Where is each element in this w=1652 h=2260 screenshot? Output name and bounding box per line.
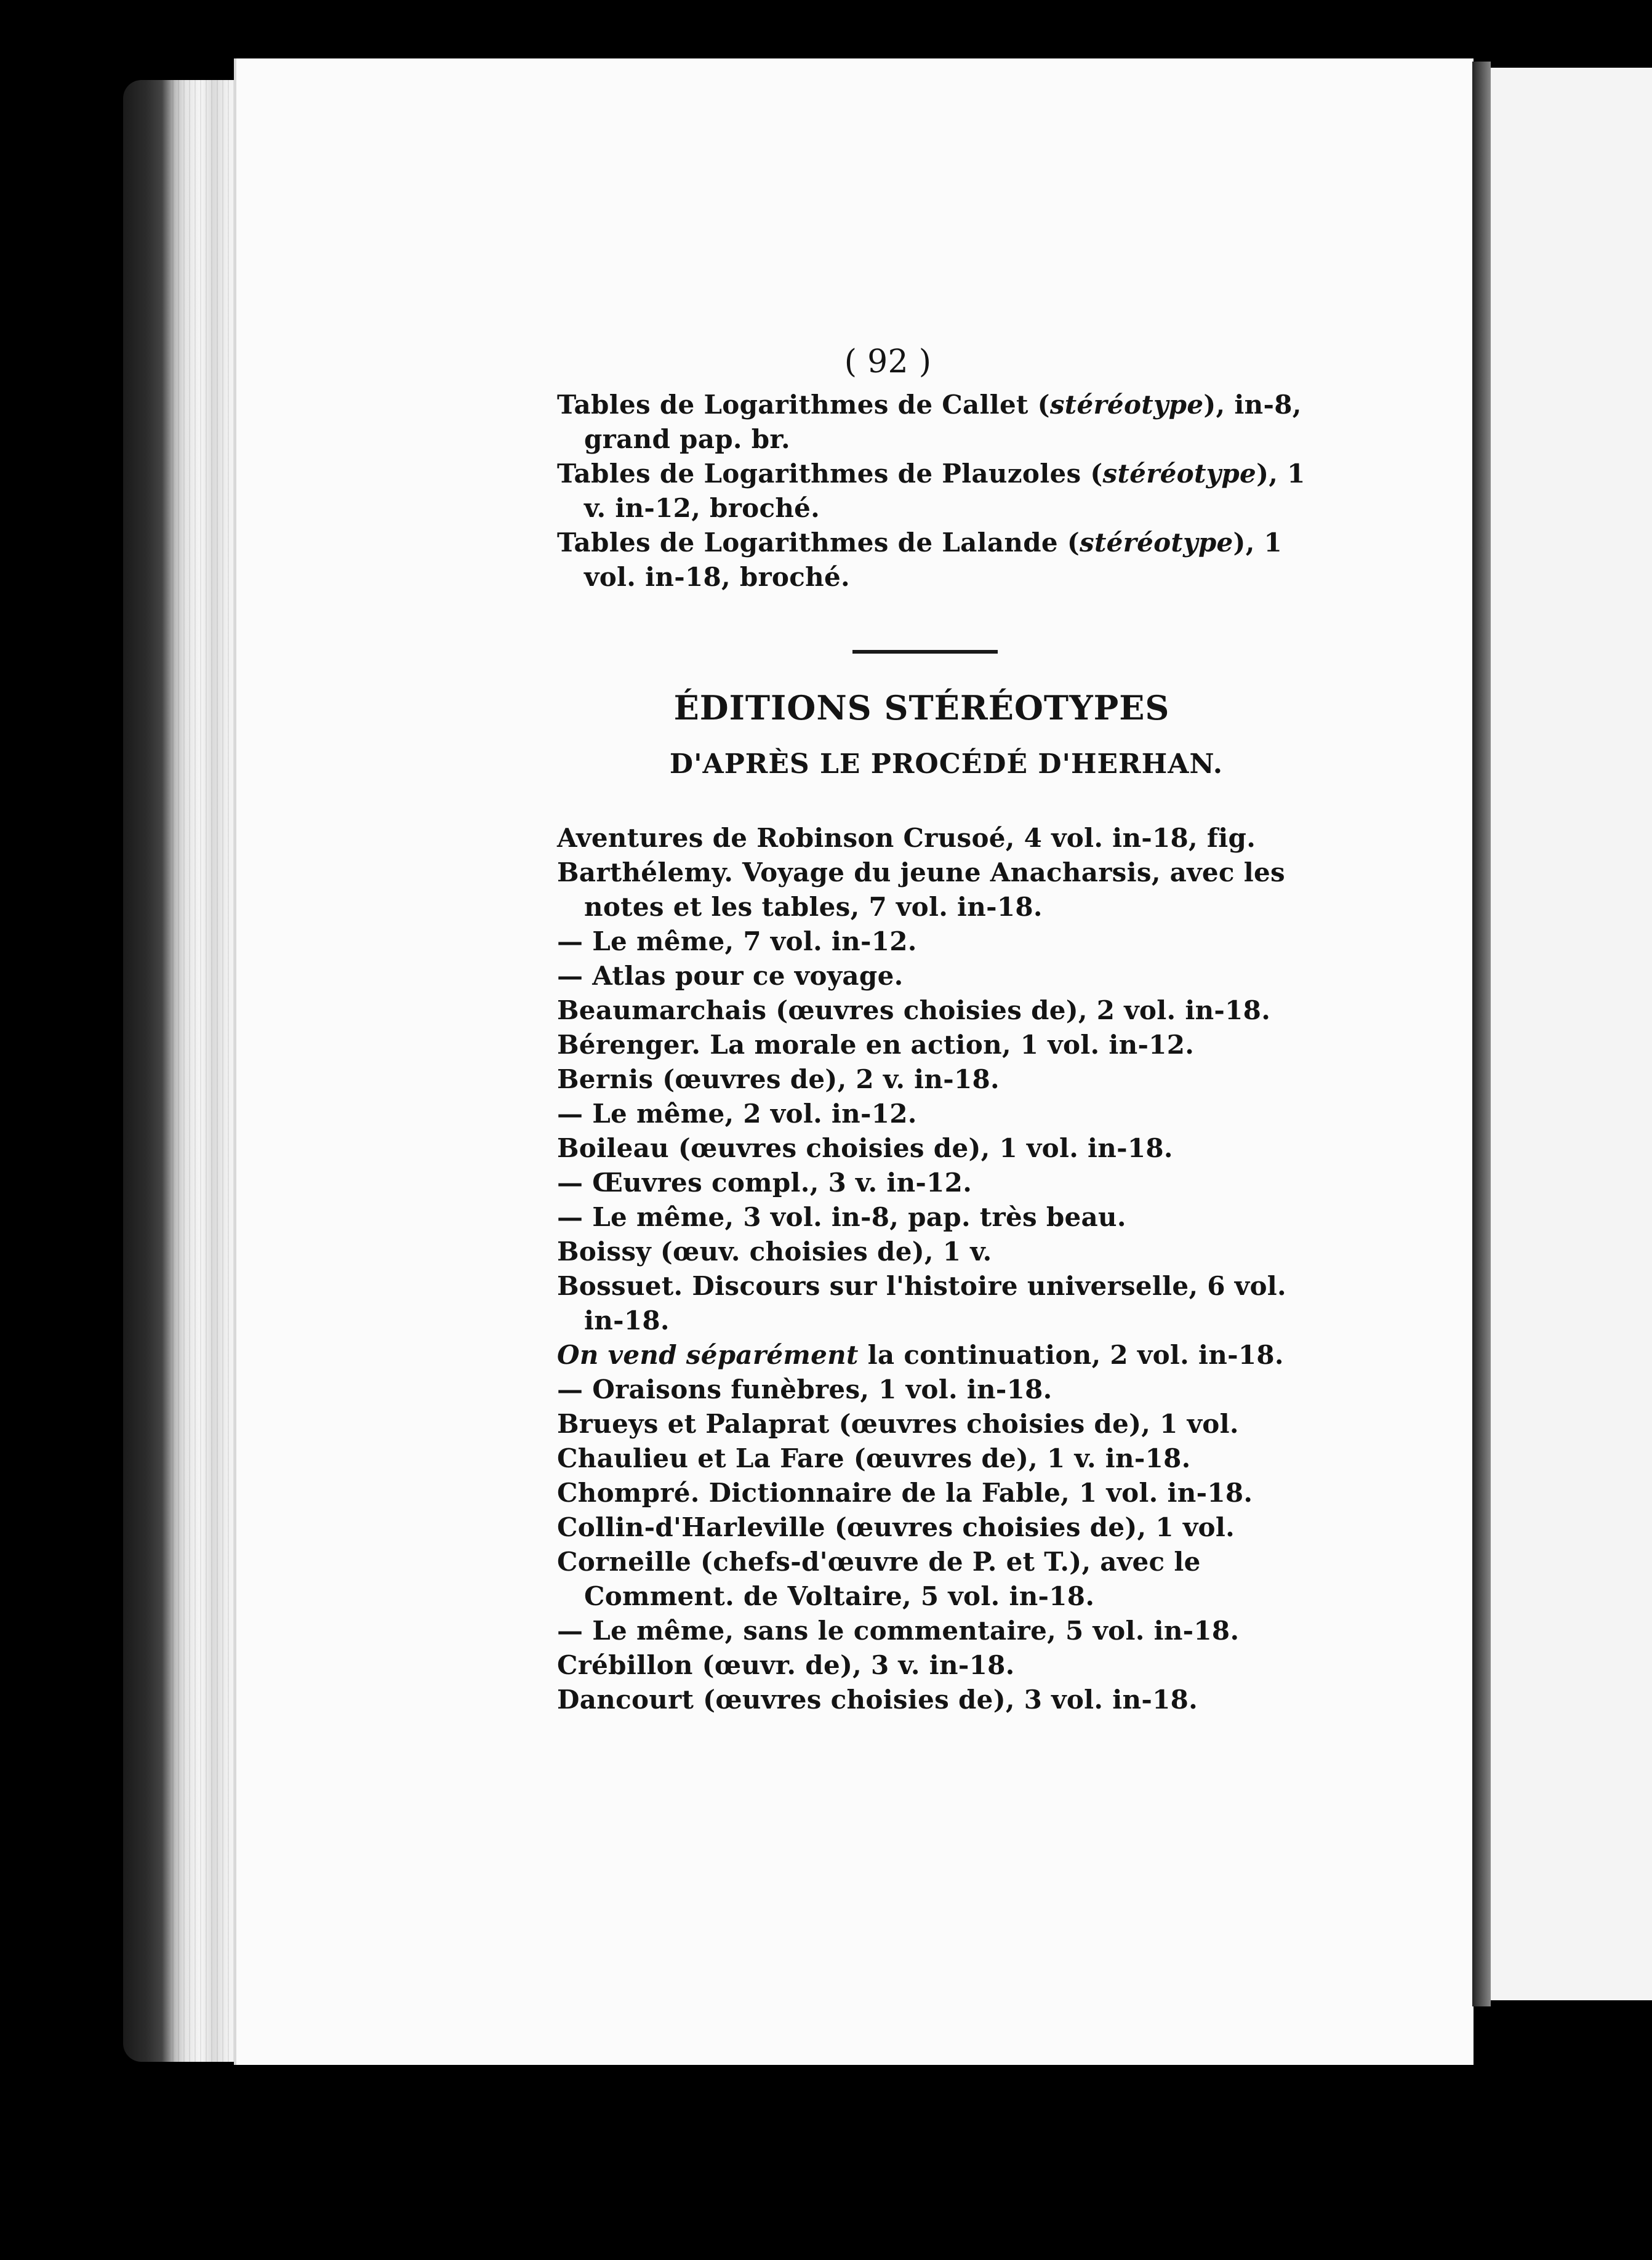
book-spine: [123, 80, 252, 2062]
catalog-entry: Bérenger. La morale en action, 1 vol. in-12.: [557, 1030, 1195, 1060]
catalog-entry: — Œuvres compl., 3 v. in-12.: [557, 1168, 972, 1198]
catalog-entry: Barthélemy. Voyage du jeune Anacharsis, avec les notes et les tables, 7 vol. in-18.: [557, 857, 1285, 922]
catalog-entry: Bernis (œuvres de), 2 v. in-18.: [557, 1064, 1000, 1094]
catalog-entry: Beaumarchais (œuvres choisies de), 2 vol. in-18.: [557, 995, 1271, 1025]
page-number: ( 92 ): [844, 343, 932, 380]
page-content: [557, 345, 1311, 1717]
table-entry: Tables de Logarithmes de Callet (stéréotype), in-8, grand pap. br.: [557, 390, 1302, 454]
section-title: ÉDITIONS STÉRÉOTYPES: [673, 688, 1170, 727]
catalog-entry: — Oraisons funèbres, 1 vol. in-18.: [557, 1374, 1053, 1404]
catalog-entry: — Le même, 7 vol. in-12.: [557, 926, 917, 956]
catalog-entry: Boissy (œuv. choisies de), 1 v.: [557, 1236, 992, 1267]
catalog-entry: Dancourt (œuvres choisies de), 3 vol. in-18.: [557, 1685, 1198, 1715]
catalog-entry: — Le même, sans le commentaire, 5 vol. in-18.: [557, 1616, 1240, 1646]
catalog-entry: — Atlas pour ce voyage.: [557, 961, 904, 991]
table-entry: Tables de Logarithmes de Plauzoles (stéréotype), 1 v. in-12, broché.: [557, 459, 1305, 523]
table-entry: Tables de Logarithmes de Lalande (stéréotype), 1 vol. in-18, broché.: [557, 527, 1283, 592]
catalog-entry: Chompré. Dictionnaire de la Fable, 1 vol. in-18.: [557, 1478, 1253, 1508]
catalog-entry: Collin-d'Harleville (œuvres choisies de), 1 vol.: [557, 1512, 1235, 1542]
catalog-entry: Boileau (œuvres choisies de), 1 vol. in-18.: [557, 1133, 1173, 1163]
section-subtitle: D'APRÈS LE PROCÉDÉ D'HERHAN.: [669, 748, 1224, 780]
catalog-entry: Bossuet. Discours sur l'histoire universelle, 6 vol. in-18.: [557, 1271, 1286, 1336]
catalog-entry: On vend séparément la continuation, 2 vol. in-18.: [557, 1340, 1284, 1370]
right-gutter: [1472, 62, 1491, 2006]
section-divider: [852, 650, 998, 654]
catalog-entry: — Le même, 3 vol. in-8, pap. très beau.: [557, 1202, 1126, 1232]
catalog-entry: — Le même, 2 vol. in-12.: [557, 1099, 917, 1129]
catalog-list: [557, 821, 1311, 1717]
facing-page: [1491, 68, 1652, 2000]
logarithm-tables-list: [557, 388, 1311, 595]
catalog-entry: Chaulieu et La Fare (œuvres de), 1 v. in-18.: [557, 1443, 1191, 1473]
catalog-entry: Corneille (chefs-d'œuvre de P. et T.), avec le Comment. de Voltaire, 5 vol. in-18.: [557, 1547, 1201, 1611]
catalog-entry: Brueys et Palaprat (œuvres choisies de), 1 vol.: [557, 1409, 1239, 1439]
catalog-entry: Crébillon (œuvr. de), 3 v. in-18.: [557, 1650, 1015, 1680]
catalog-entry: Aventures de Robinson Crusoé, 4 vol. in-18, fig.: [557, 823, 1256, 853]
